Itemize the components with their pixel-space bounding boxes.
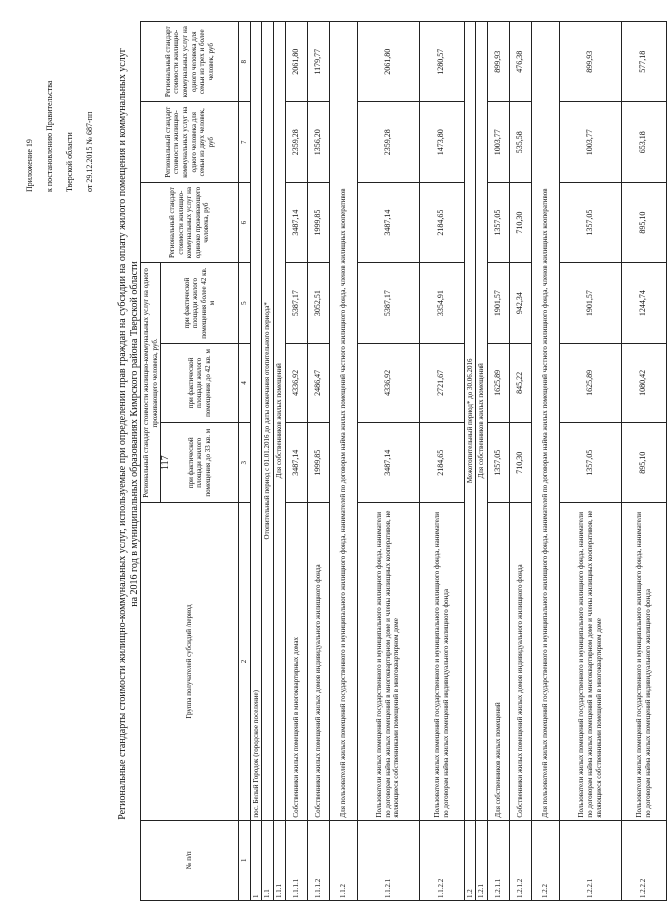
value-cell: 1357,05 [559,182,621,262]
value-cell: 653,18 [621,102,666,182]
table-row [621,22,666,901]
value-cell: 1080,42 [621,343,666,422]
header-family-two: Региональный стандарт стоимости жилищно-коммунальных услуг на одного человека для семьи из двух человек, руб [141,102,239,182]
row-number: 1.2.1 [476,820,488,900]
value-cell: 1280,57 [419,22,464,103]
row-label: пос. Белый Городок (городское поселение) [250,22,262,821]
row-label: Для собственников жилых помещений [476,22,488,821]
value-cell: 1625,89 [559,343,621,422]
header-single: Региональный стандарт стоимости жилищно-коммунальных услуг на одиноко проживающего человека, руб [141,182,239,262]
appendix-line: Приложение 19 [25,139,34,192]
value-cell: 3487,14 [285,423,307,503]
value-cell: 899,93 [559,22,621,103]
column-number: 5 [239,263,251,343]
table-row [262,22,274,901]
value-cell: 2184,65 [419,182,464,262]
row-number: 1.2.2 [531,820,559,900]
column-number: 4 [239,343,251,422]
value-cell: 1625,89 [487,343,509,422]
value-cell: 710,30 [509,182,531,262]
value-cell: 2359,28 [285,102,307,182]
row-label: Для собственников жилых помещений [487,503,509,820]
header-area-over-42: при фактической площади жилого помещения более 42 кв. м [161,263,239,343]
table-row [531,22,559,901]
table-row [357,22,419,901]
row-number: 1.2.2.2 [621,820,666,900]
value-cell: 2061,80 [285,22,307,103]
value-cell: 1003,77 [487,102,509,182]
value-cell: 1999,85 [307,182,329,262]
value-cell: 710,30 [509,423,531,503]
row-label: Собственники жилых помещений в многоквартирных домах [285,503,307,820]
table-row [559,22,621,901]
value-cell: 1356,20 [307,102,329,182]
table-row [419,22,464,901]
value-cell: 895,10 [621,423,666,503]
value-cell: 1179,77 [307,22,329,103]
row-label: Межотопительный период* до 30.06.2016 [464,22,476,821]
header-number: № п/п [141,820,239,900]
document-title: Региональные стандарты стоимости жилищно-коммунальных услуг, используемые при определении прав граждан на субсидии на оплату жилого помещения и коммунальных услуг [117,48,128,820]
value-cell: 1901,57 [559,263,621,343]
value-cell: 1244,74 [621,263,666,343]
table-row [509,22,531,901]
value-cell: 3052,51 [307,263,329,343]
row-number: 1.2.1.2 [509,820,531,900]
row-number: 1.1.2.1 [357,820,419,900]
page-number: 117 [160,455,171,470]
row-number: 1.1.1 [273,820,285,900]
value-cell: 5387,17 [357,263,419,343]
standards-table [140,21,667,901]
row-label: Собственники жилых помещений жилых домов индивидуального жилищного фонда [509,503,531,820]
appendix-line: от 29.12.2015 № 687-пп [85,111,94,192]
row-number: 1.1.1.1 [285,820,307,900]
value-cell: 577,18 [621,22,666,103]
row-number: 1.1.2.2 [419,820,464,900]
value-cell: 2184,65 [419,423,464,503]
row-label: Пользователи жилых помещений государственного и муниципального жилищного фонда, наниматели по договорам найма жилых помещений индивидуального жилищного фонда [419,503,464,820]
row-number: 1.1.2 [329,820,357,900]
row-number: 1 [250,820,262,900]
value-cell: 476,38 [509,22,531,103]
value-cell: 535,58 [509,102,531,182]
row-number: 1.2.2.1 [559,820,621,900]
table-row [487,22,509,901]
row-label: Пользователи жилых помещений государственного и муниципального жилищного фонда, наниматели по договорам найма жилых помещений в многоквартирном доме и члены жилищных кооперативов, не являющиеся собственниками помещений в многоквартирном доме [559,503,621,820]
row-label: Пользователи жилых помещений государственного и муниципального жилищного фонда, наниматели по договорам найма жилых помещений индивидуального жилищного фонда [621,503,666,820]
value-cell: 895,10 [621,182,666,262]
appendix-line: к постановлению Правительства [45,80,54,192]
value-cell: 4336,92 [285,343,307,422]
value-cell: 2061,80 [357,22,419,103]
table-row [464,22,476,901]
value-cell: 2486,47 [307,343,329,422]
row-number: 1.2.1.1 [487,820,509,900]
row-label: Для собственников жилых помещений [273,22,285,821]
row-label: Для пользователей жилых помещений государственного и муниципального жилищного фонда, нанимателей по договорам найма жилых помещений частного жилищного фонда, членов жилищных кооперативов [531,22,559,821]
value-cell: 4336,92 [357,343,419,422]
column-number: 2 [239,503,251,820]
value-cell: 1357,05 [487,423,509,503]
value-cell: 2721,67 [419,343,464,422]
header-area-33: при фактической площади жилого помещения до 33 кв. м [161,423,239,503]
column-number: 6 [239,182,251,262]
row-label: Собственники жилых помещений жилых домов индивидуального жилищного фонда [307,503,329,820]
column-number: 3 [239,423,251,503]
value-cell: 845,22 [509,343,531,422]
value-cell: 3354,91 [419,263,464,343]
table-row [250,22,262,901]
document-subtitle: на 2016 год в муниципальных образованиях Кимрского района Тверской области [129,261,140,607]
appendix-header [15,2,105,192]
value-cell: 942,34 [509,263,531,343]
row-label: Для пользователей жилых помещений государственного и муниципального жилищного фонда, нанимателей по договорам найма жилых помещений частного жилищного фонда, членов жилищных кооперативов [329,22,357,821]
value-cell: 1473,80 [419,102,464,182]
appendix-line: Тверской области [65,132,74,192]
table-row [307,22,329,901]
row-number: 1.1 [262,820,274,900]
value-cell: 5387,17 [285,263,307,343]
value-cell: 1999,85 [307,423,329,503]
table-row [273,22,285,901]
table-row [329,22,357,901]
header-area-42: при фактической площади жилого помещения до 42 кв. м [161,343,239,422]
row-number: 1.2 [464,820,476,900]
value-cell: 1357,05 [487,182,509,262]
row-label: Отопительный период с 01.01.2016 до даты окончания отопительного периода* [262,22,274,821]
row-label: Пользователи жилых помещений государственного и муниципального жилищного фонда, наниматели по договорам найма жилых помещений в многоквартирном доме и члены жилищных кооперативов, не являющиеся собственниками помещений в многоквартирном доме [357,503,419,820]
value-cell: 1901,57 [487,263,509,343]
column-number: 1 [239,820,251,900]
column-number: 7 [239,102,251,182]
value-cell: 2359,28 [357,102,419,182]
value-cell: 3487,14 [285,182,307,262]
row-number: 1.1.1.2 [307,820,329,900]
value-cell: 1003,77 [559,102,621,182]
value-cell: 899,93 [487,22,509,103]
table-row [476,22,488,901]
value-cell: 3487,14 [357,182,419,262]
value-cell: 1357,05 [559,423,621,503]
column-number: 8 [239,22,251,103]
value-cell: 3487,14 [357,423,419,503]
table-row [285,22,307,901]
header-standard-group: Региональный стандарт стоимости жилищно-коммунальных услуг на одного проживающего человека, руб. [141,263,161,503]
header-group: Группа получателей субсидий /период [141,503,239,820]
header-family-three: Региональный стандарт стоимости жилищно-коммунальных услуг на одного человека для семьи из трех и более человек, руб [141,22,239,103]
